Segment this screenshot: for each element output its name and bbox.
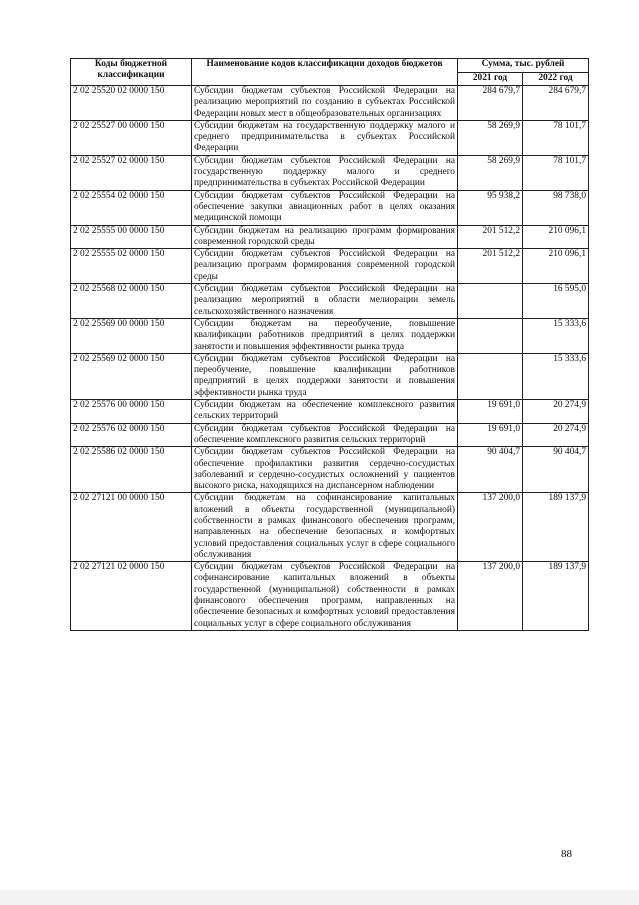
year-2021-header: 2021 год bbox=[458, 72, 523, 86]
amount-2022-cell: 15 333,6 bbox=[523, 353, 589, 399]
year-2022-header: 2022 год bbox=[523, 72, 589, 86]
amount-2021-cell: 201 512,2 bbox=[458, 249, 523, 284]
code-cell: 2 02 25555 02 0000 150 bbox=[71, 249, 192, 284]
amount-2021-cell: 137 200,0 bbox=[458, 562, 523, 631]
amount-2022-cell: 210 096,1 bbox=[523, 249, 589, 284]
name-cell: Субсидии бюджетам субъектов Российской Федерации на реализацию мероприятий в области мелиорации земель сельскохозяйственного назначения bbox=[192, 284, 458, 319]
amount-2022-cell: 189 137,9 bbox=[523, 562, 589, 631]
table-row bbox=[71, 493, 589, 562]
amount-2021-cell: 19 691,0 bbox=[458, 400, 523, 424]
name-cell: Субсидии бюджетам субъектов Российской Федерации на обеспечение комплексного развития сельских территорий bbox=[192, 423, 458, 447]
budget-table bbox=[70, 58, 589, 631]
name-cell: Субсидии бюджетам на государственную поддержку малого и среднего предпринимательства в субъектах Российской Федерации bbox=[192, 120, 458, 155]
code-cell: 2 02 25520 02 0000 150 bbox=[71, 86, 192, 121]
amount-2021-cell: 58 269,9 bbox=[458, 155, 523, 190]
table-row bbox=[71, 562, 589, 631]
name-cell: Субсидии бюджетам субъектов Российской Федерации на обеспечение закупки авиационных работ в целях оказания медицинской помощи bbox=[192, 190, 458, 225]
amount-2021-cell: 19 691,0 bbox=[458, 423, 523, 447]
table-row bbox=[71, 318, 589, 353]
amount-2022-cell: 210 096,1 bbox=[523, 225, 589, 249]
table-row bbox=[71, 423, 589, 447]
name-column-header: Наименование кодов классификации доходов бюджетов bbox=[192, 59, 458, 86]
amount-2022-cell: 78 101,7 bbox=[523, 155, 589, 190]
name-cell: Субсидии бюджетам на обеспечение комплексного развития сельских территорий bbox=[192, 400, 458, 424]
code-cell: 2 02 25569 00 0000 150 bbox=[71, 318, 192, 353]
table-row bbox=[71, 190, 589, 225]
amount-2021-cell bbox=[458, 284, 523, 319]
amount-2021-cell: 137 200,0 bbox=[458, 493, 523, 562]
table-row bbox=[71, 86, 589, 121]
sum-column-header: Сумма, тыс. рублей bbox=[458, 59, 589, 73]
amount-2022-cell: 78 101,7 bbox=[523, 120, 589, 155]
amount-2021-cell: 90 404,7 bbox=[458, 447, 523, 493]
code-cell: 2 02 27121 02 0000 150 bbox=[71, 562, 192, 631]
scan-bottom-edge bbox=[0, 890, 639, 905]
amount-2021-cell bbox=[458, 353, 523, 399]
amount-2021-cell: 58 269,9 bbox=[458, 120, 523, 155]
table-row bbox=[71, 155, 589, 190]
table-row bbox=[71, 353, 589, 399]
table-row bbox=[71, 225, 589, 249]
name-cell: Субсидии бюджетам на реализацию программ формирования современной городской среды bbox=[192, 225, 458, 249]
amount-2021-cell: 284 679,7 bbox=[458, 86, 523, 121]
amount-2022-cell: 189 137,9 bbox=[523, 493, 589, 562]
amount-2022-cell: 16 595,0 bbox=[523, 284, 589, 319]
name-cell: Субсидии бюджетам субъектов Российской Федерации на государственную поддержку малого и среднего предпринимательства в субъектах Российской Федерации bbox=[192, 155, 458, 190]
code-cell: 2 02 25569 02 0000 150 bbox=[71, 353, 192, 399]
code-cell: 2 02 27121 00 0000 150 bbox=[71, 493, 192, 562]
name-cell: Субсидии бюджетам на софинансирование капитальных вложений в объекты государственной (муниципальной) собственности в рамках финансового обеспечения программ, направленных на обеспечение безопасных и комфортных условий предоставления социальных услуг в сфере социального обслуживания bbox=[192, 493, 458, 562]
name-cell: Субсидии бюджетам субъектов Российской Федерации на реализацию программ формирования современной городской среды bbox=[192, 249, 458, 284]
code-cell: 2 02 25555 00 0000 150 bbox=[71, 225, 192, 249]
amount-2021-cell bbox=[458, 318, 523, 353]
table-row bbox=[71, 120, 589, 155]
amount-2022-cell: 284 679,7 bbox=[523, 86, 589, 121]
amount-2022-cell: 15 333,6 bbox=[523, 318, 589, 353]
code-cell: 2 02 25554 02 0000 150 bbox=[71, 190, 192, 225]
codes-column-header: Коды бюджетной классификации bbox=[71, 59, 192, 86]
code-cell: 2 02 25527 02 0000 150 bbox=[71, 155, 192, 190]
table-row bbox=[71, 447, 589, 493]
code-cell: 2 02 25527 00 0000 150 bbox=[71, 120, 192, 155]
amount-2021-cell: 95 938,2 bbox=[458, 190, 523, 225]
name-cell: Субсидии бюджетам субъектов Российской Федерации на софинансирование капитальных вложений в объекты государственной (муниципальной) собственности в рамках финансового обеспечения программ, направленных на обеспечение безопасных и комфортных условий предоставления социальных услуг в сфере социального обслуживания bbox=[192, 562, 458, 631]
code-cell: 2 02 25576 02 0000 150 bbox=[71, 423, 192, 447]
table-row bbox=[71, 400, 589, 424]
name-cell: Субсидии бюджетам субъектов Российской Федерации на переобучение, повышение квалификации работников предприятий в целях поддержки занятости и повышения эффективности рынка труда bbox=[192, 353, 458, 399]
table-row bbox=[71, 284, 589, 319]
code-cell: 2 02 25586 02 0000 150 bbox=[71, 447, 192, 493]
amount-2021-cell: 201 512,2 bbox=[458, 225, 523, 249]
amount-2022-cell: 20 274,9 bbox=[523, 423, 589, 447]
code-cell: 2 02 25568 02 0000 150 bbox=[71, 284, 192, 319]
header-row-1 bbox=[71, 59, 589, 73]
amount-2022-cell: 98 738,0 bbox=[523, 190, 589, 225]
code-cell: 2 02 25576 00 0000 150 bbox=[71, 400, 192, 424]
amount-2022-cell: 90 404,7 bbox=[523, 447, 589, 493]
name-cell: Субсидии бюджетам субъектов Российской Федерации на реализацию мероприятий по созданию в субъектах Российской Федерации новых мест в общеобразовательных организациях bbox=[192, 86, 458, 121]
page-number: 88 bbox=[561, 848, 572, 860]
name-cell: Субсидии бюджетам субъектов Российской Федерации на обеспечение профилактики развития сердечно-сосудистых заболеваний и сердечно-сосудистых осложнений у пациентов высокого риска, находящихся на диспансерном наблюдении bbox=[192, 447, 458, 493]
name-cell: Субсидии бюджетам на переобучение, повышение квалификации работников предприятий в целях поддержки занятости и повышения эффективности рынка труда bbox=[192, 318, 458, 353]
table-row bbox=[71, 249, 589, 284]
amount-2022-cell: 20 274,9 bbox=[523, 400, 589, 424]
